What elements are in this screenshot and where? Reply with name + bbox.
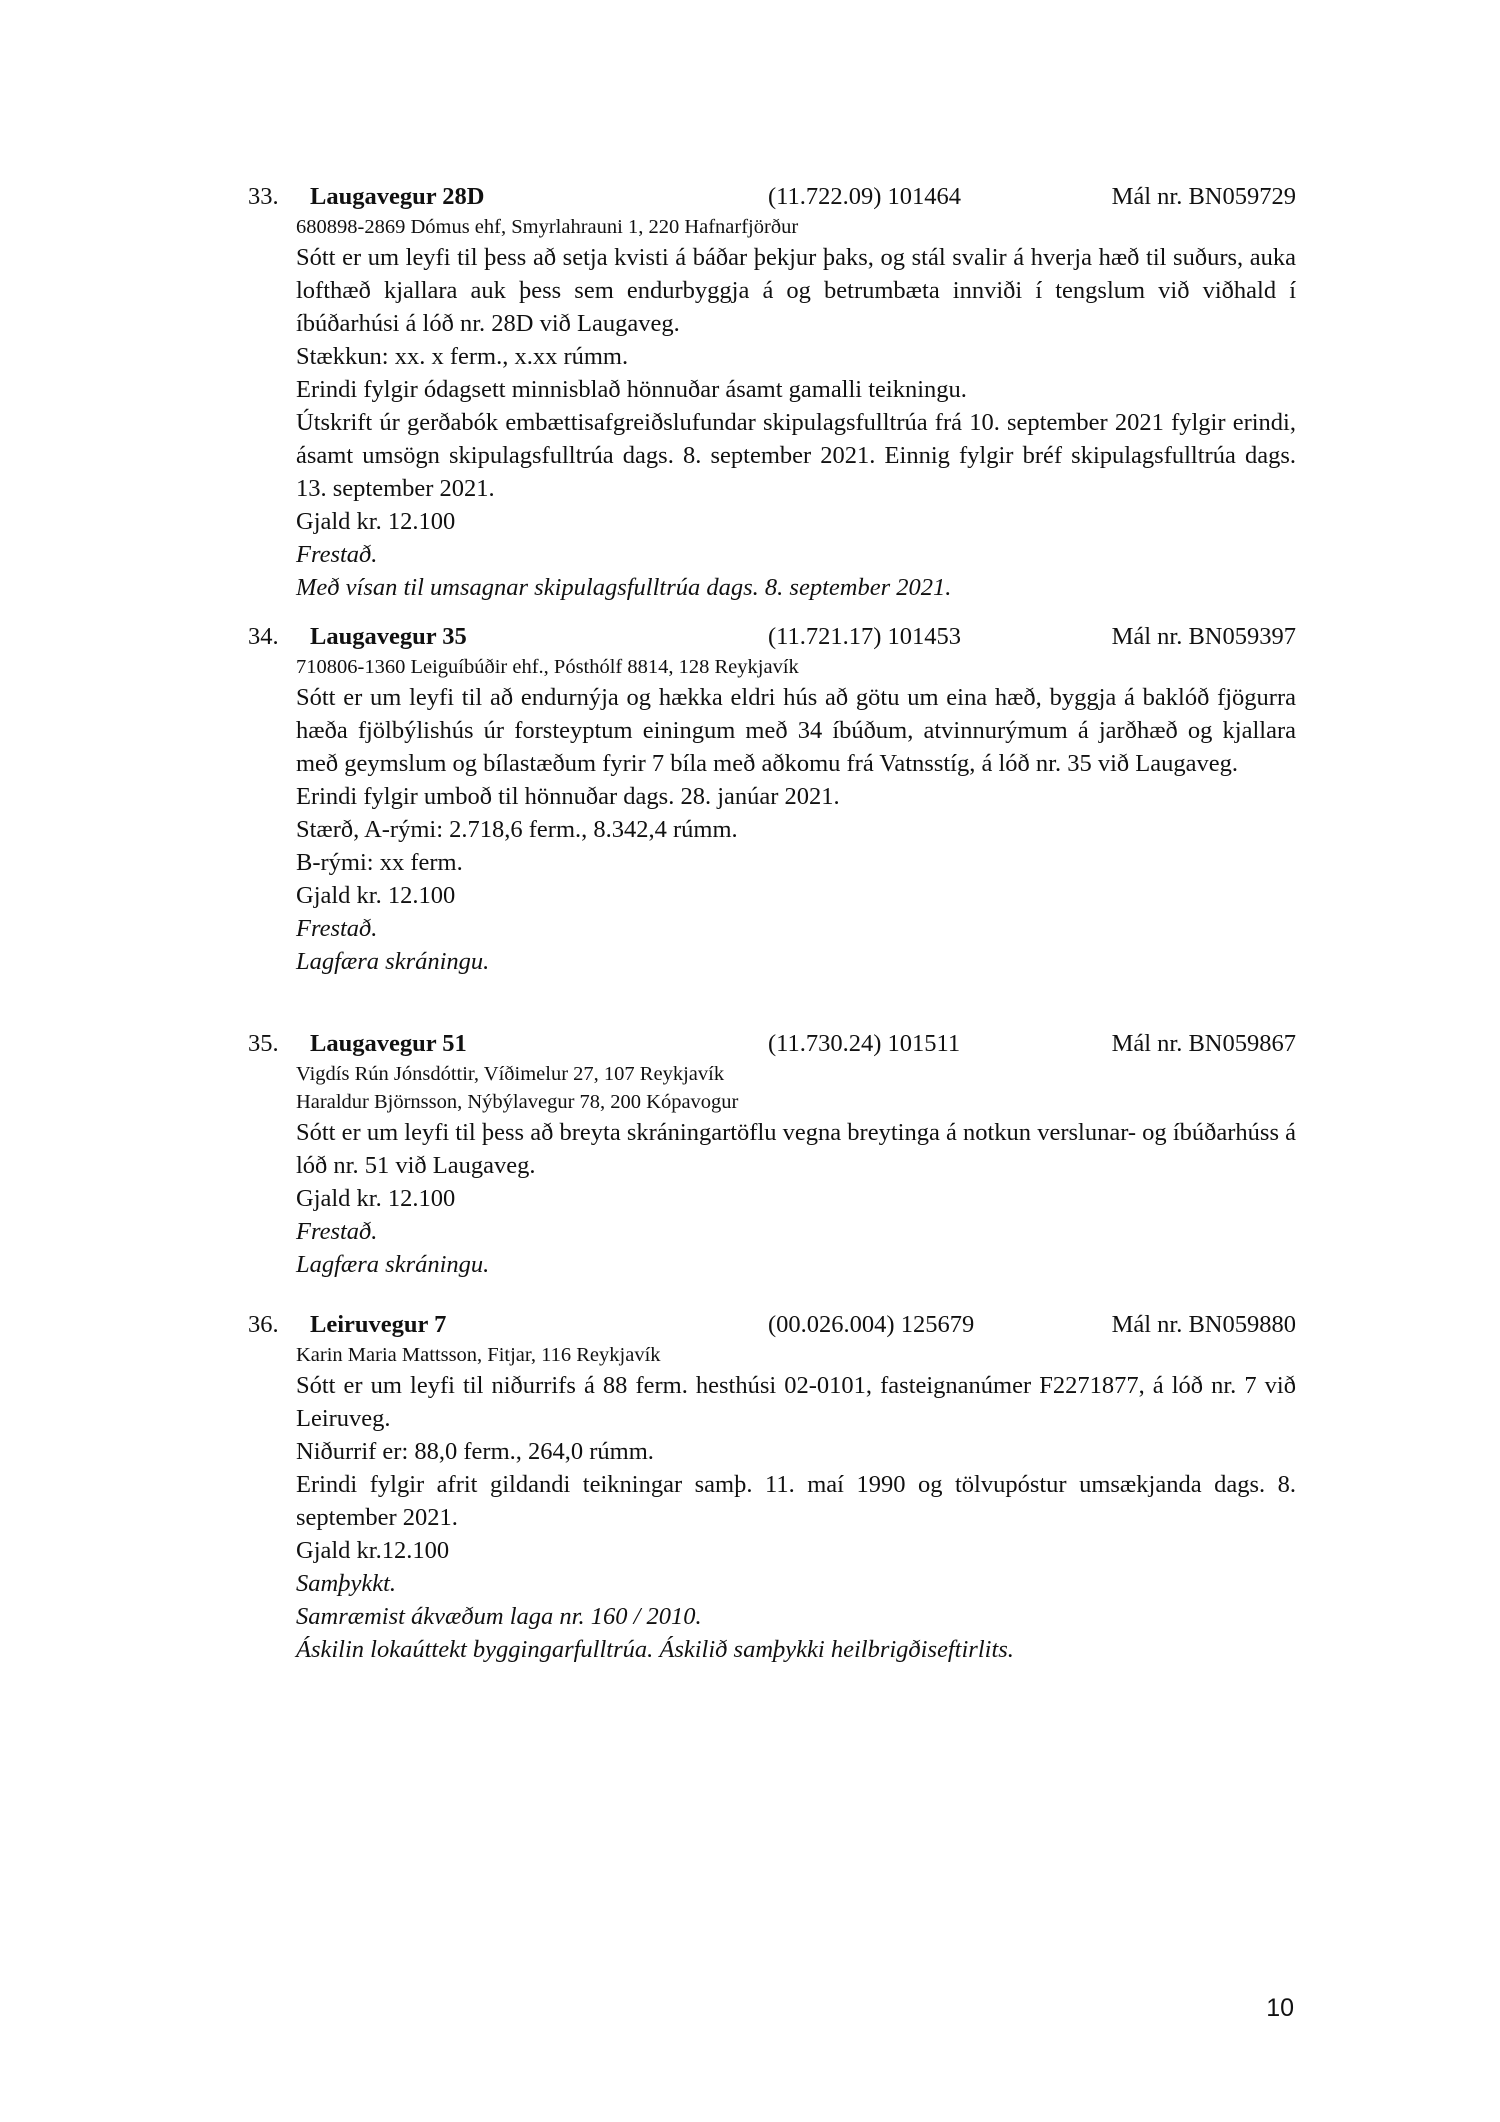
decision-note: Með vísan til umsagnar skipulagsfulltrúa dags. 8. september 2021. [296,574,952,601]
land-number: (11.721.17) 101453 [768,623,962,650]
item-number: 35. [248,1030,279,1057]
applicant: 680898-2869 Dómus ehf, Smyrlahrauni 1, 220 Hafnarfjörður [296,216,799,238]
case-detail: Niðurrif er: 88,0 ferm., 264,0 rúmm. [296,1438,654,1465]
fee: Gjald kr.12.100 [296,1537,450,1564]
applicant: Haraldur Björnsson, Nýbýlavegur 78, 200 Kópavogur [296,1091,739,1113]
case-number: Mál nr. BN059867 [1111,1030,1296,1057]
case-description: Sótt er um leyfi til þess að setja kvisti á báðar þekjur þaks, og stál svalir á hverja hæð til suðurs, auka lofthæð kjallara auk þess sem endurbyggja á og betrumbæta innviði í tengslum við viðhald í íbúðarhúsi á lóð nr. 28D við Laugaveg. [296,244,1296,337]
case-item-34 [248,620,1296,978]
case-detail: Stækkun: xx. x ferm., x.xx rúmm. [296,343,629,370]
decision: Samþykkt. [296,1570,396,1597]
applicant: Vigdís Rún Jónsdóttir, Víðimelur 27, 107 Reykjavík [296,1063,725,1085]
item-number: 34. [248,623,279,650]
case-body [296,213,1296,604]
page-number: 10 [1266,1994,1294,2022]
case-detail: B-rými: xx ferm. [296,849,463,876]
case-item-33 [248,180,1296,604]
decision-note: Lagfæra skráningu. [296,948,490,975]
case-detail: Erindi fylgir umboð til hönnuðar dags. 28. janúar 2021. [296,783,840,810]
case-body [296,653,1296,978]
case-body [296,1341,1296,1666]
land-number: (00.026.004) 125679 [768,1311,975,1338]
case-detail: Stærð, A-rými: 2.718,6 ferm., 8.342,4 rúmm. [296,816,738,843]
applicant: 710806-1360 Leiguíbúðir ehf., Pósthólf 8814, 128 Reykjavík [296,656,799,678]
decision: Frestað. [296,541,378,568]
case-header [248,180,1296,213]
case-description: Sótt er um leyfi til þess að breyta skráningartöflu vegna breytinga á notkun verslunar- og íbúðarhúss á lóð nr. 51 við Laugaveg. [296,1119,1296,1179]
case-item-36 [248,1308,1296,1666]
case-detail: Útskrift úr gerðabók embættisafgreiðslufundar skipulagsfulltrúa frá 10. september 2021 fylgir erindi, ásamt umsögn skipulagsfulltrúa dags. 8. september 2021. Einnig fylgir bréf skipulagsfulltrúa dags. 13. september 2021. [296,409,1296,502]
street-address: Leiruvegur 7 [310,1311,447,1338]
case-detail: Erindi fylgir ódagsett minnisblað hönnuðar ásamt gamalli teikningu. [296,376,967,403]
case-body [296,1060,1296,1281]
decision-note: Samræmist ákvæðum laga nr. 160 / 2010. [296,1603,702,1630]
case-number: Mál nr. BN059397 [1111,623,1296,650]
street-address: Laugavegur 28D [310,183,485,210]
case-header [248,1308,1296,1341]
case-description: Sótt er um leyfi til að endurnýja og hækka eldri hús að götu um eina hæð, byggja á baklóð fjögurra hæða fjölbýlishús úr forsteyptum einingum með 34 íbúðum, atvinnurýmum á jarðhæð og kjallara með geymslum og bílastæðum fyrir 7 bíla með aðkomu frá Vatnsstíg, á lóð nr. 35 við Laugaveg. [296,684,1296,777]
case-number: Mál nr. BN059729 [1111,183,1296,210]
case-detail: Erindi fylgir afrit gildandi teikningar samþ. 11. maí 1990 og tölvupóstur umsækjanda dags. 8. september 2021. [296,1471,1296,1531]
decision-note: Áskilin lokaúttekt byggingarfulltrúa. Áskilið samþykki heilbrigðiseftirlits. [296,1636,1014,1663]
case-header [248,620,1296,653]
fee: Gjald kr. 12.100 [296,882,456,909]
case-item-35 [248,1027,1296,1281]
item-number: 33. [248,183,279,210]
decision-note: Lagfæra skráningu. [296,1251,490,1278]
land-number: (11.722.09) 101464 [768,183,962,210]
decision: Frestað. [296,915,378,942]
case-header [248,1027,1296,1060]
land-number: (11.730.24) 101511 [768,1030,961,1057]
item-number: 36. [248,1311,279,1338]
case-number: Mál nr. BN059880 [1111,1311,1296,1338]
decision: Frestað. [296,1218,378,1245]
street-address: Laugavegur 35 [310,623,467,650]
street-address: Laugavegur 51 [310,1030,467,1057]
applicant: Karin Maria Mattsson, Fitjar, 116 Reykjavík [296,1344,661,1366]
fee: Gjald kr. 12.100 [296,1185,456,1212]
case-description: Sótt er um leyfi til niðurrifs á 88 ferm. hesthúsi 02-0101, fasteignanúmer F2271877, á lóð nr. 7 við Leiruveg. [296,1372,1296,1432]
fee: Gjald kr. 12.100 [296,508,456,535]
